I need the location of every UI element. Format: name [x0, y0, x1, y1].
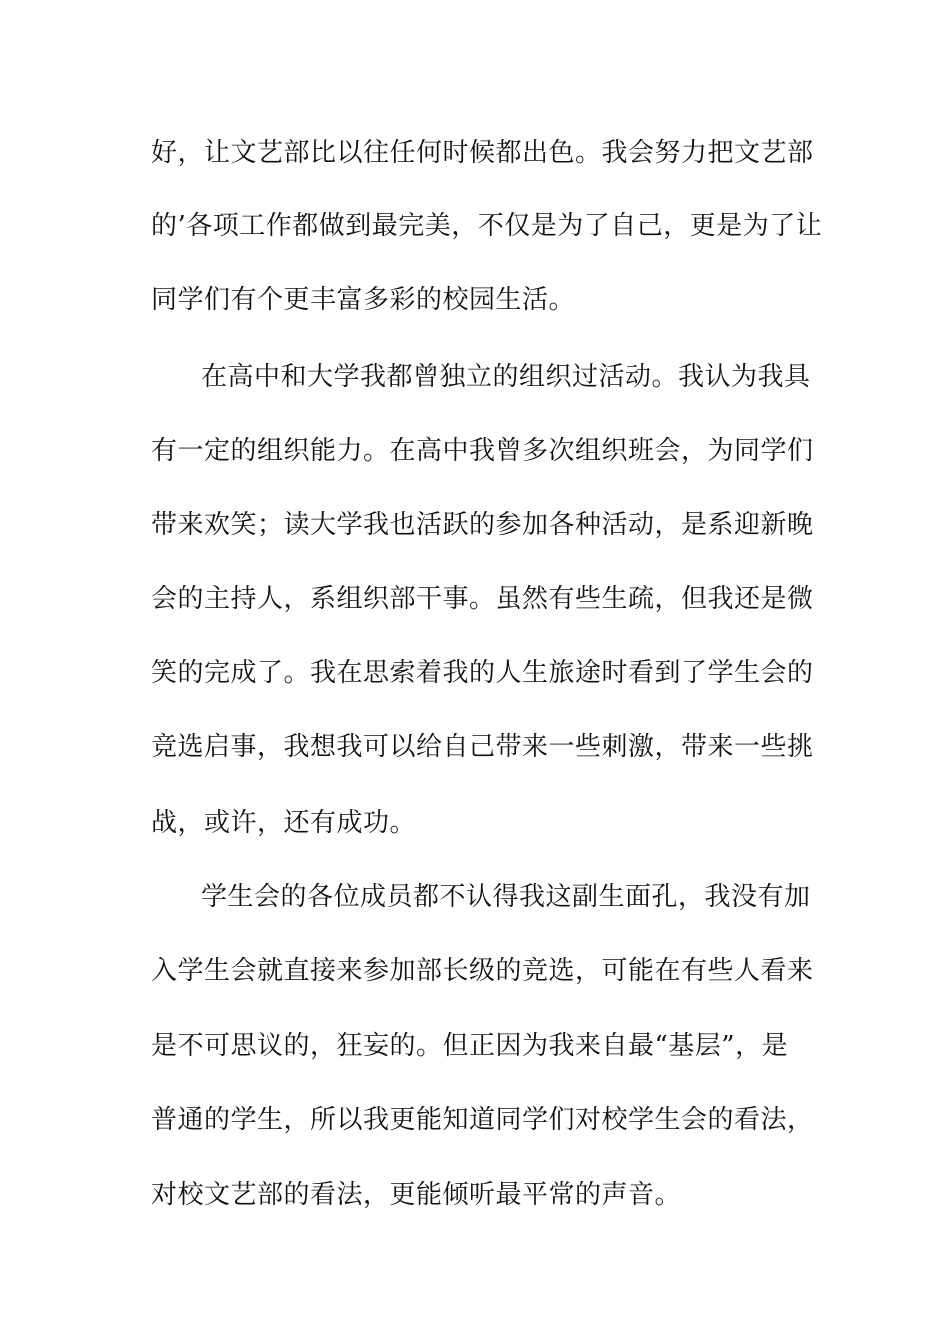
text-line-6: 带来欢笑；读大学我也活跃的参加各种活动，是系迎新晚: [151, 510, 814, 540]
text-line-11: 学生会的各位成员都不认得我这副生面孔，我没有加: [201, 882, 811, 912]
text-line-1: 好，让文艺部比以往任何时候都出色。我会努力把文艺部: [151, 138, 814, 168]
text-line-8: 笑的完成了。我在思索着我的人生旅途时看到了学生会的: [151, 658, 814, 688]
text-line-13: 是不可思议的，狂妄的。但正因为我来自最“基层”，是: [151, 1031, 789, 1061]
text-line-4: 在高中和大学我都曾独立的组织过活动。我认为我具: [201, 362, 811, 392]
text-line-7: 会的主持人，系组织部干事。虽然有些生疏，但我还是微: [151, 584, 814, 614]
text-line-9: 竞选启事，我想我可以给自己带来一些刺激，带来一些挑: [151, 732, 814, 762]
text-line-3: 同学们有个更丰富多彩的校园生活。: [151, 285, 576, 315]
text-line-5: 有一定的组织能力。在高中我曾多次组织班会，为同学们: [151, 436, 814, 466]
text-line-10: 战，或许，还有成功。: [151, 808, 417, 838]
text-line-2: 的’各项工作都做到最完美，不仅是为了自己，更是为了让: [151, 211, 823, 241]
text-line-15: 对校文艺部的看法，更能倾听最平常的声音。: [151, 1180, 682, 1210]
text-line-14: 普通的学生，所以我更能知道同学们对校学生会的看法，: [151, 1105, 814, 1135]
text-line-12: 入学生会就直接来参加部长级的竞选，可能在有些人看来: [151, 956, 814, 986]
